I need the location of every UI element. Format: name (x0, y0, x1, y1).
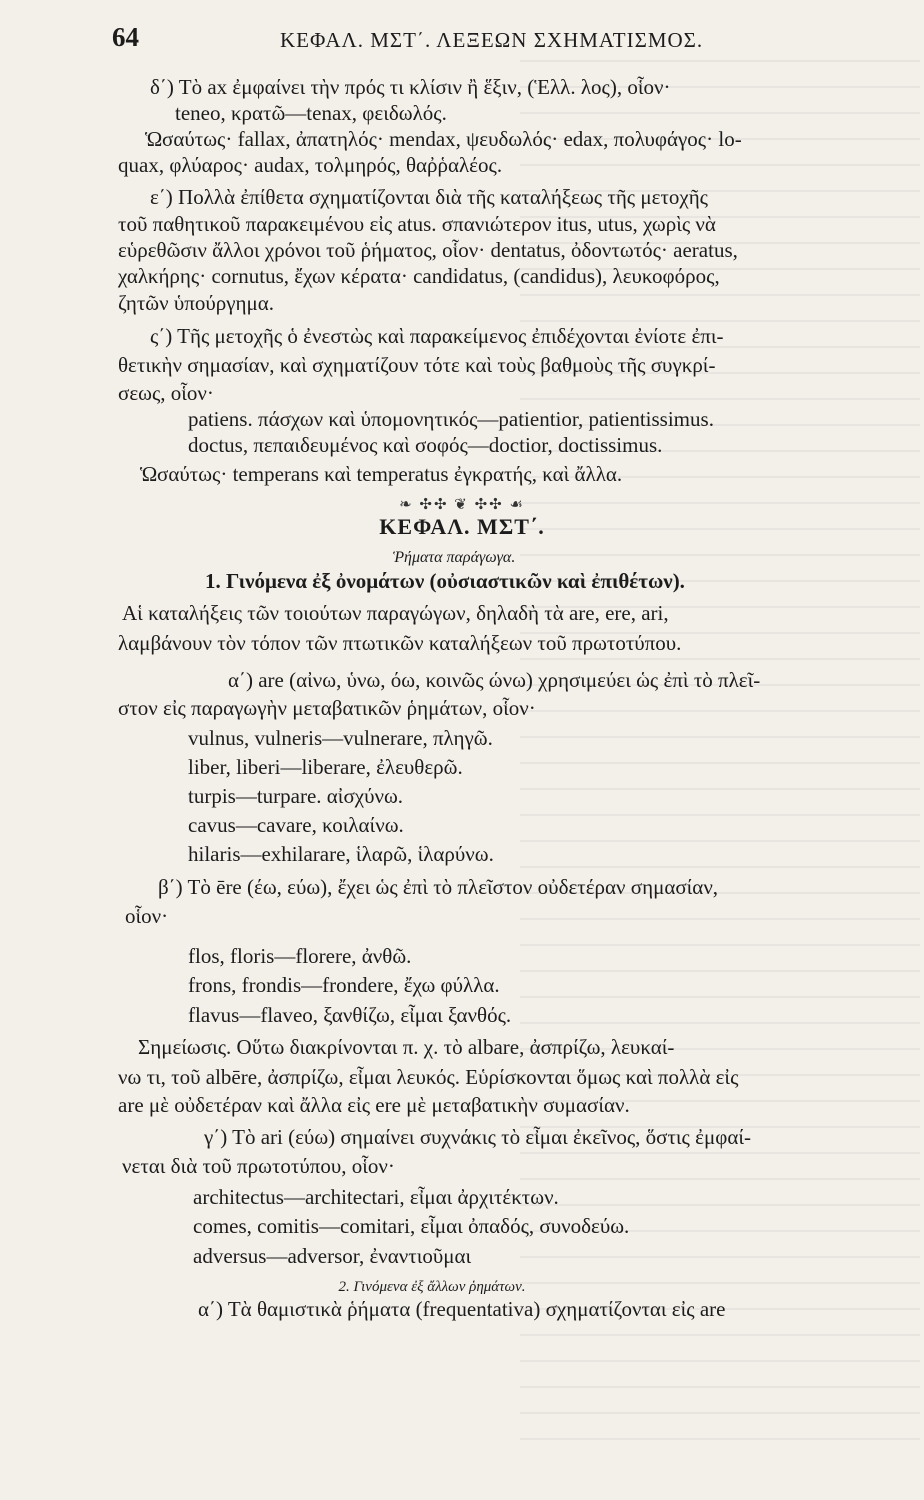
chapter-title: ΚΕΦΑΛ. ΜΣΤ΄. (379, 514, 545, 539)
text-line: ζητῶν ὑπούργημα. (118, 291, 275, 315)
text-line: θετικὴν σημασίαν, καὶ σχηματίζουν τότε καὶ τοὺς βαθμοὺς τῆς συγκρί- (118, 353, 716, 377)
text-line: cavus—cavare, κοιλαίνω. (188, 813, 404, 837)
text-line: flos, floris—florere, ἀνθῶ. (188, 944, 412, 968)
text-line: doctus, πεπαιδευμένος καὶ σοφός—doctior, doctissimus. (188, 433, 663, 457)
text-line: patiens. πάσχων καὶ ὑπομονητικός—patientior, patientissimus. (188, 407, 714, 431)
text-line: adversus—adversor, ἐναντιοῦμαι (193, 1244, 472, 1268)
text-line: λαμβάνουν τὸν τόπον τῶν πτωτικῶν καταλήξεων τοῦ πρωτοτύπου. (118, 631, 682, 655)
text-line: liber, liberi—liberare, ἐλευθερῶ. (188, 755, 463, 779)
text-line: εὑρεθῶσιν ἄλλοι χρόνοι τοῦ ῥήματος, οἷον· dentatus, ὀδοντωτός· aeratus, (118, 238, 738, 262)
text-line: flavus—flaveo, ξανθίζω, εἶμαι ξανθός. (188, 1003, 512, 1027)
text-line: frons, frondis—frondere, ἔχω φύλλα. (188, 973, 500, 997)
page-number: 64 (112, 22, 139, 52)
chapter-subtitle: Ῥήματα παράγωγα. (392, 549, 516, 566)
text-line: οἷον· (125, 904, 169, 928)
text-line: ς΄) Τῆς μετοχῆς ὁ ἐνεστὼς καὶ παρακείμενος ἐπιδέχονται ἐνίοτε ἐπι- (150, 324, 724, 348)
text-line: στον εἰς παραγωγὴν μεταβατικῶν ῥημάτων, οἷον· (118, 696, 536, 720)
text-line: Ὡσαύτως· fallax, ἀπατηλός· mendax, ψευδωλός· edax, πολυφάγος· lo- (145, 127, 742, 151)
text-line: τοῦ παθητικοῦ παρακειμένου εἰς atus. σπανιώτερον itus, utus, χωρὶς νὰ (118, 212, 716, 236)
running-head: ΚΕΦΑΛ. ΜΣΤ΄. ΛΕΞΕΩΝ ΣΧΗΜΑΤΙΣΜΟΣ. (280, 28, 704, 52)
subsection-heading: 2. Γινόμενα ἐξ ἄλλων ῥημάτων. (338, 1279, 526, 1295)
text-line: teneo, κρατῶ—tenax, φειδωλός. (175, 101, 447, 125)
text-line: quax, φλύαρος· audax, τολμηρός, θαῤῥαλέος. (118, 153, 503, 177)
text-line: γ΄) Τὸ ari (εύω) σημαίνει συχνάκις τὸ εἶμαι ἐκεῖνος, ὅστις ἐμφαί- (204, 1125, 751, 1149)
ornamental-divider: ❧ ✣✣ ❦ ✣✣ ☙ (399, 497, 525, 513)
text-line: χαλκήρης· cornutus, ἔχων κέρατα· candidatus, (candidus), λευκοφόρος, (118, 264, 720, 288)
page-header (0, 22, 924, 62)
text-line: Ὡσαύτως· temperans καὶ temperatus ἐγκρατής, καὶ ἄλλα. (140, 462, 623, 486)
text-line: νεται διὰ τοῦ πρωτοτύπου, οἷον· (122, 1154, 395, 1178)
section-heading: 1. Γινόμενα ἐξ ὀνομάτων (οὐσιαστικῶν καὶ ἐπιθέτων). (205, 569, 685, 593)
text-line: σεως, οἷον· (118, 381, 214, 405)
text-line: Αἱ καταλήξεις τῶν τοιούτων παραγώγων, δηλαδὴ τὰ are, ere, ari, (122, 601, 669, 625)
text-line: Σημείωσις. Οὕτω διακρίνονται π. χ. τὸ albare, ἀσπρίζω, λευκαί- (138, 1035, 675, 1059)
text-line: vulnus, vulneris—vulnerare, πληγῶ. (188, 726, 493, 750)
text-line: ε΄) Πολλὰ ἐπίθετα σχηματίζονται διὰ τῆς καταλήξεως τῆς μετοχῆς (150, 185, 708, 209)
text-line: δ΄) Τὸ ax ἐμφαίνει τὴν πρός τι κλίσιν ἢ ἕξιν, (Ἑλλ. λος), οἷον· (150, 75, 671, 99)
text-line: νω τι, τοῦ albēre, ἀσπρίζω, εἶμαι λευκός. Εὑρίσκονται ὅμως καὶ πολλὰ εἰς (118, 1065, 739, 1089)
text-line: β΄) Τὸ ēre (έω, εύω), ἔχει ὡς ἐπὶ τὸ πλεῖστον οὐδετέραν σημασίαν, (158, 875, 719, 899)
text-line: turpis—turpare. αἰσχύνω. (188, 784, 404, 808)
text-line: α΄) Τὰ θαμιστικὰ ῥήματα (frequentativa) σχηματίζονται εἰς are (198, 1297, 726, 1321)
text-line: hilaris—exhilarare, ἱλαρῶ, ἱλαρύνω. (188, 842, 494, 866)
text-line: α΄) are (αἰνω, ὑνω, όω, κοινῶς ώνω) χρησιμεύει ὡς ἐπὶ τὸ πλεῖ- (228, 668, 761, 692)
text-line: comes, comitis—comitari, εἶμαι ὀπαδός, συνοδεύω. (193, 1214, 630, 1238)
text-line: are μὲ οὐδετέραν καὶ ἄλλα εἰς ere μὲ μεταβατικὴν συμασίαν. (118, 1093, 630, 1117)
text-line: architectus—architectari, εἶμαι ἀρχιτέκτων. (193, 1185, 559, 1209)
